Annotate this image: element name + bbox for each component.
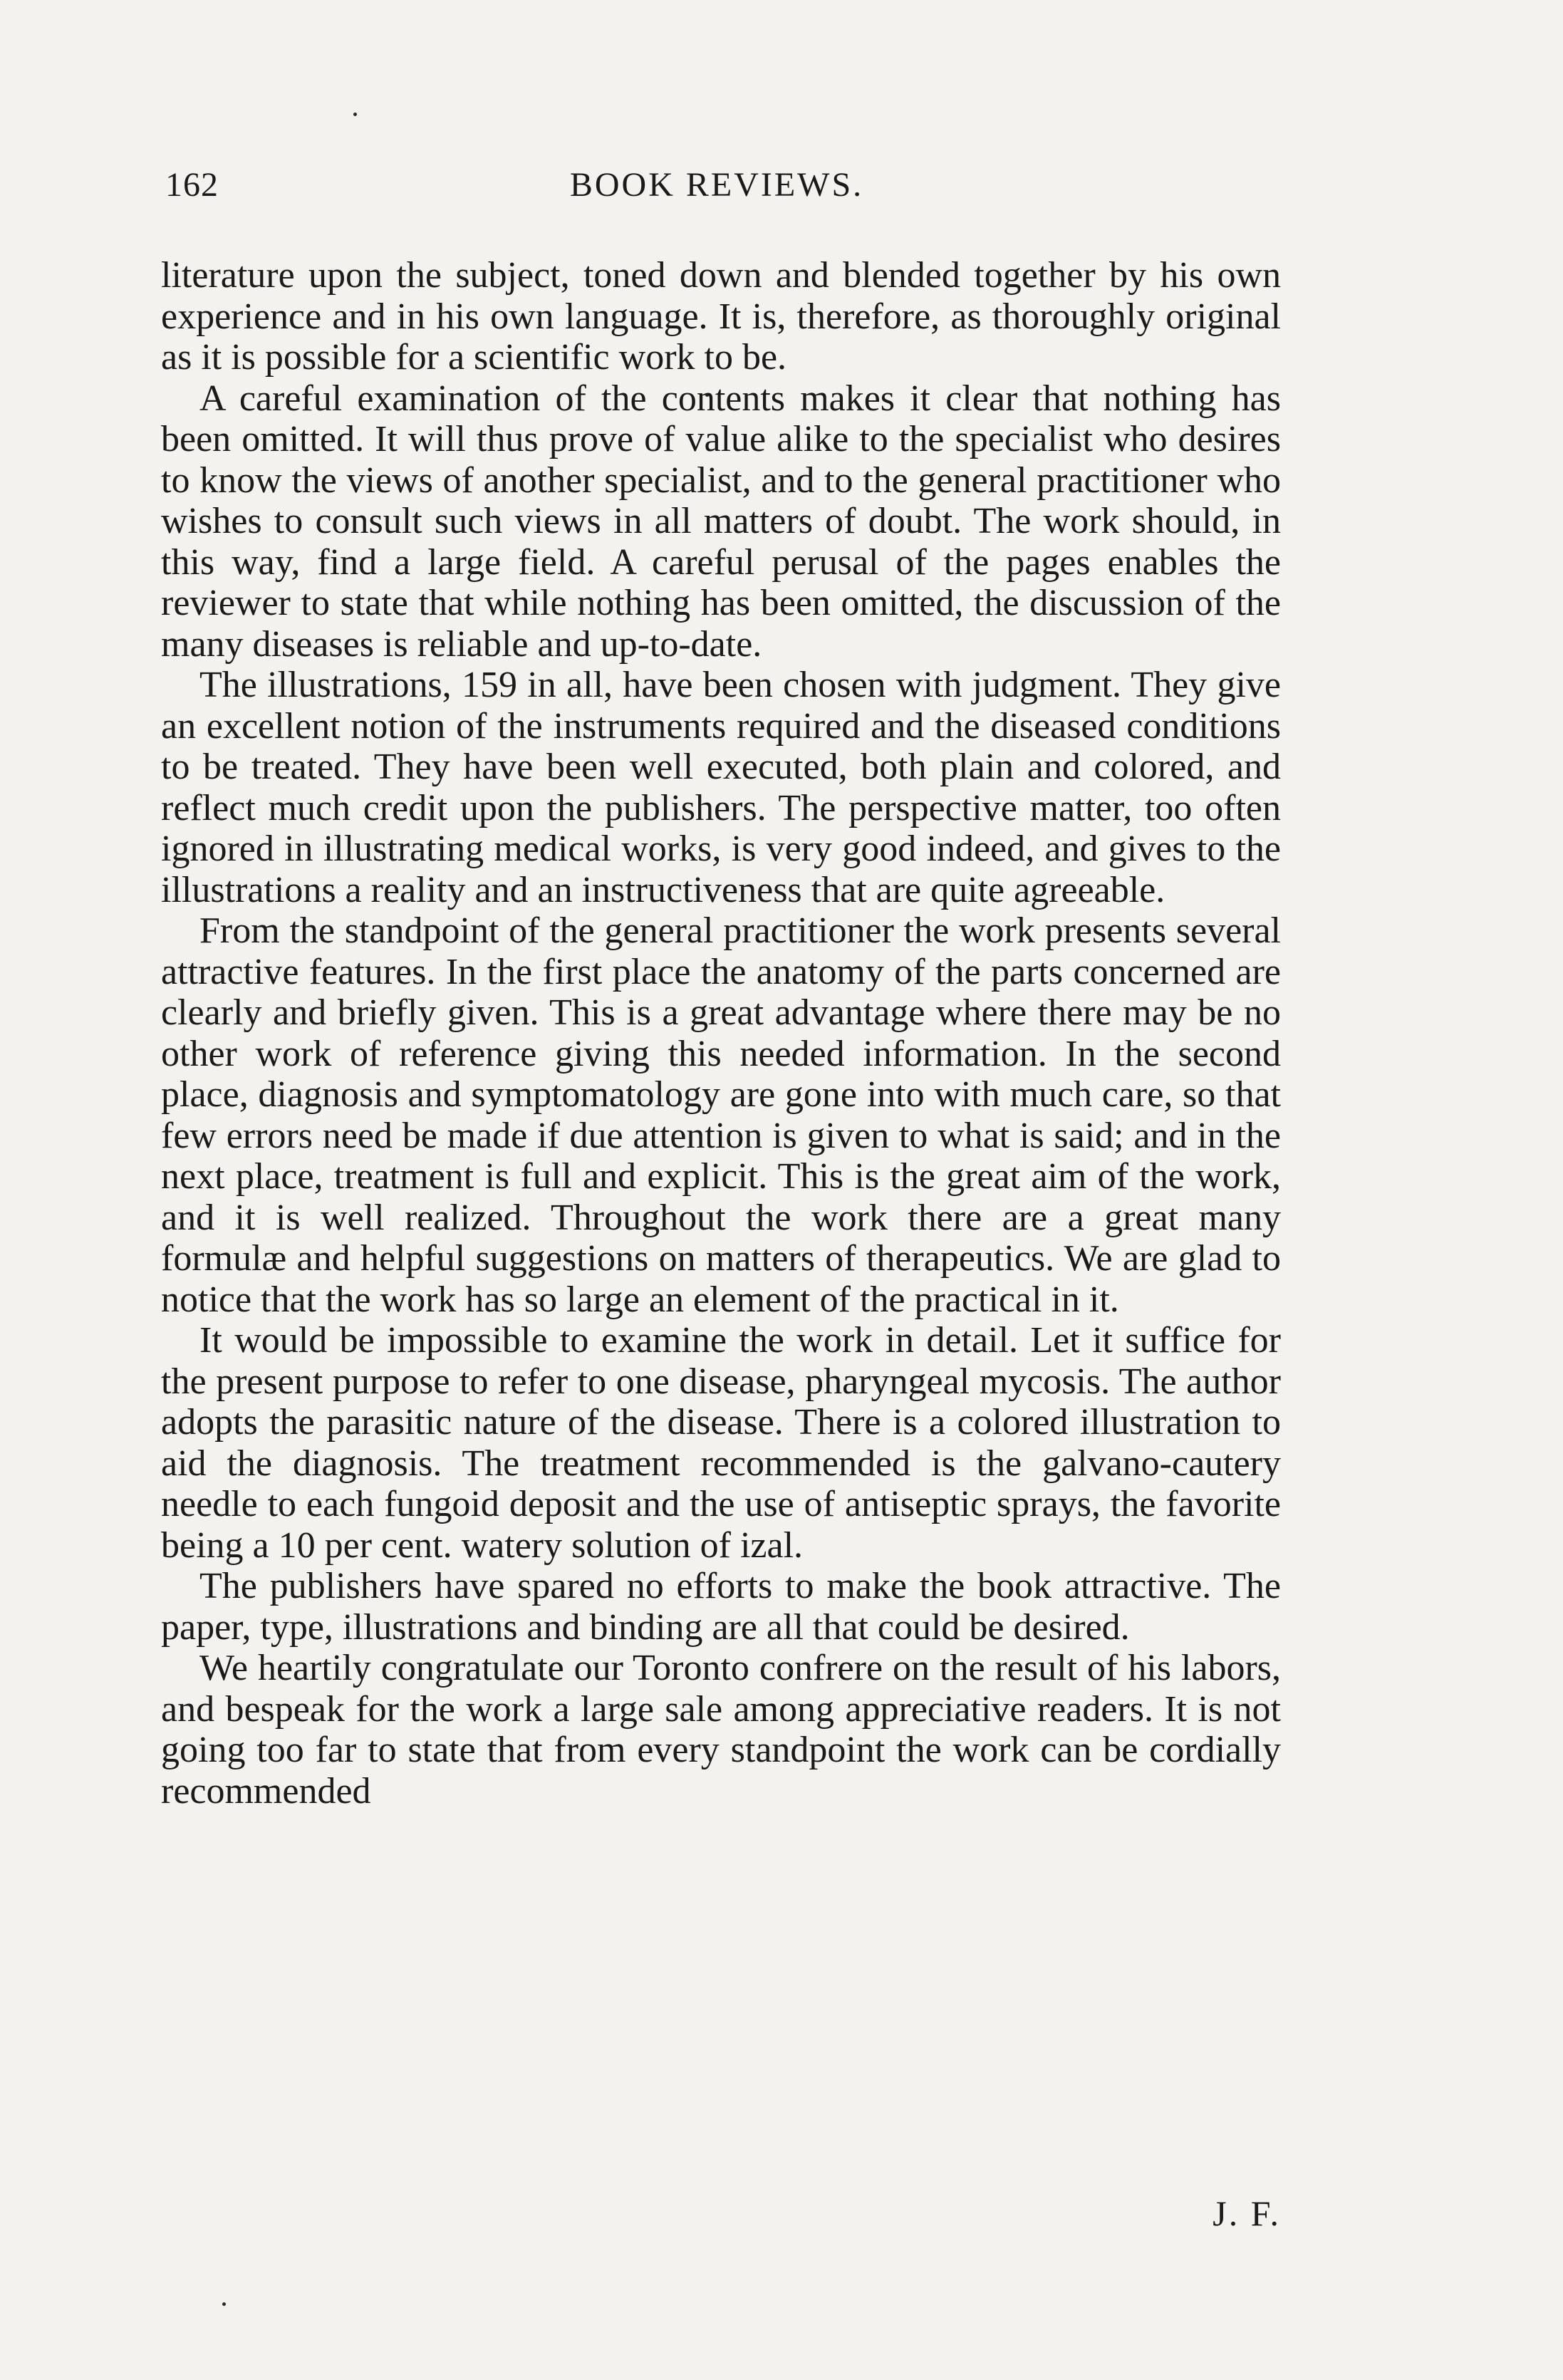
paragraph: From the standpoint of the general practitioner the work presents several attractive features. In the first place the anatomy of the parts concerned are clearly and briefly given. This is a great advantage where there may be no other work of reference giving this needed information. In the second place, diagnosis and symptomatology are gone into with much care, so that few errors need be made if due attention is given to what is said; and in the next place, treatment is full and explicit. This is the great aim of the work, and it is well realized. Throughout the work there are a great many formulæ and helpful suggestions on matters of therapeutics. We are glad to notice that the work has so large an element of the practical in it. (161, 910, 1281, 1320)
ink-speck (353, 113, 357, 116)
paragraph: The publishers have spared no efforts to make the book attractive. The paper, type, illustrations and binding are all that could be desired. (161, 1566, 1281, 1648)
reviewer-signature: J. F. (1213, 2193, 1281, 2233)
paragraph: It would be impossible to examine the work in detail. Let it suffice for the present purpose to refer to one disease, pharyngeal mycosis. The author adopts the parasitic nature of the disease. There is a colored illustration to aid the diagnosis. The treatment recommended is the galvano-cautery needle to each fungoid deposit and the use of antiseptic sprays, the favorite being a 10 per cent. watery solution of izal. (161, 1320, 1281, 1566)
ink-speck (222, 2302, 226, 2306)
page-number: 162 (165, 166, 219, 204)
page-header (165, 165, 1268, 215)
running-title: BOOK REVIEWS. (569, 166, 864, 204)
paragraph: The illustrations, 159 in all, have been chosen with judgment. They give an excellent notion of the instruments required and the diseased conditions to be treated. They have been well executed, both plain and colored, and reflect much credit upon the publishers. The perspective matter, too often ignored in illustrating medical works, is very good indeed, and gives to the illustrations a reality and an instructiveness that are quite agreeable. (161, 665, 1281, 910)
paragraph: We heartily congratulate our Toronto confrere on the result of his labors, and bespeak for the work a large sale among appreciative readers. It is not going too far to state that from every standpoint the work can be cordially recommended (161, 1648, 1281, 1812)
review-body (161, 255, 1281, 1812)
paragraph: A careful examination of the contents makes it clear that nothing has been omitted. It will thus prove of value alike to the specialist who desires to know the views of another specialist, and to the general practitioner who wishes to consult such views in all matters of doubt. The work should, in this way, find a large field. A careful perusal of the pages enables the reviewer to state that while nothing has been omitted, the discussion of the many diseases is reliable and up-to-date. (161, 378, 1281, 665)
paragraph: literature upon the subject, toned down and blended together by his own experience and in his own language. It is, therefore, as thoroughly original as it is possible for a scientific work to be. (161, 255, 1281, 378)
